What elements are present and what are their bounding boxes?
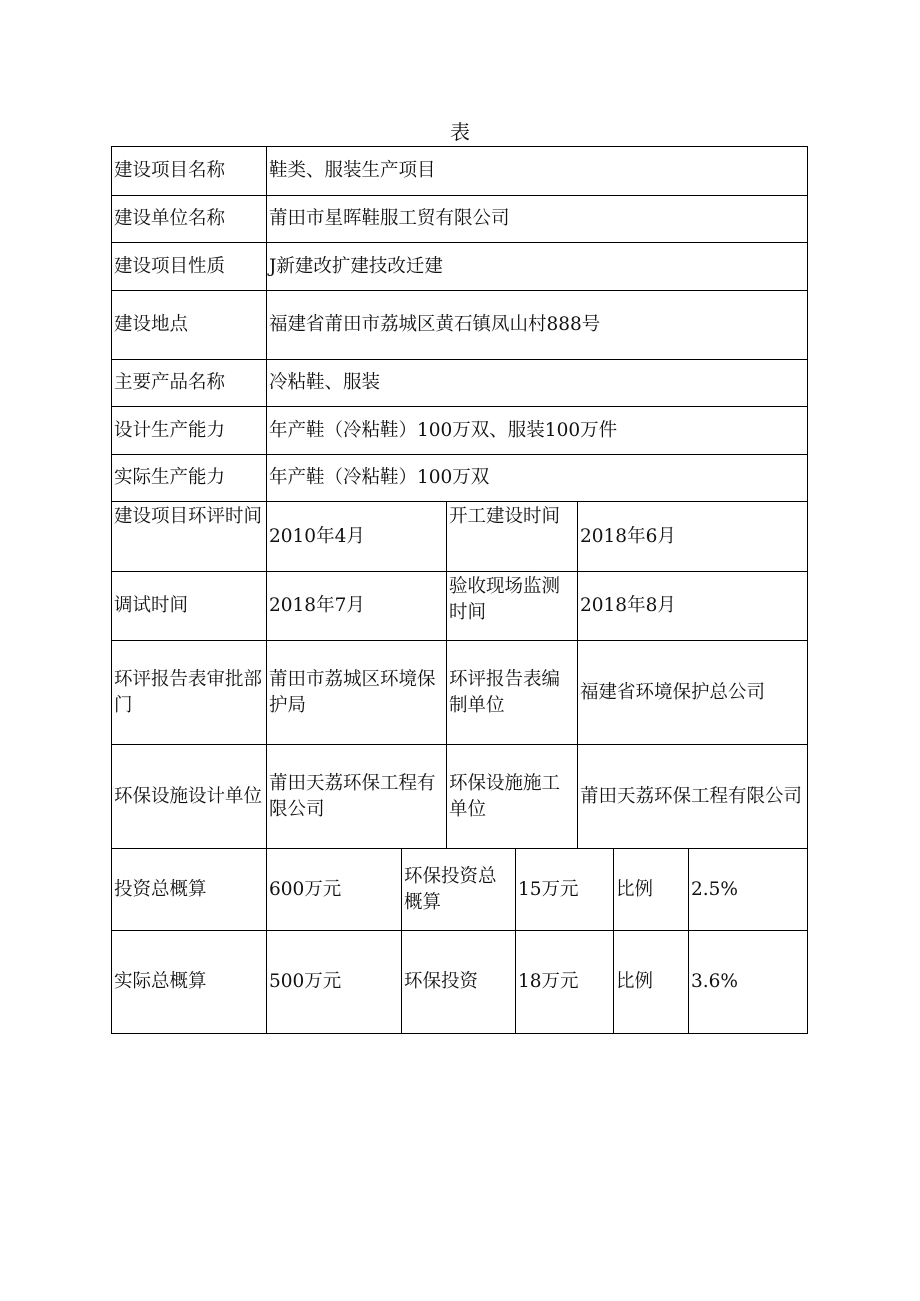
debug-time-value: 2018年7月 xyxy=(266,571,447,641)
actual-label: 实际总概算 xyxy=(111,930,267,1034)
report-unit-value: 福建省环境保护总公司 xyxy=(577,640,808,745)
construction-start-label: 开工建设时间 xyxy=(446,501,578,572)
env-investment-label: 环保投资总概算 xyxy=(401,848,516,931)
actual-value: 500万元 xyxy=(266,930,402,1034)
actual-env-label: 环保投资 xyxy=(401,930,516,1034)
approval-dept-value: 莆田市荔城区环境保护局 xyxy=(266,640,447,745)
construction-unit-value: 莆田天荔环保工程有限公司 xyxy=(577,744,808,849)
location-value: 福建省莆田市荔城区黄石镇凤山村888号 xyxy=(266,290,808,360)
eia-time-label: 建设项目环评时间 xyxy=(111,501,267,572)
investment-ratio-label: 比例 xyxy=(613,848,689,931)
actual-capacity-value: 年产鞋（冷粘鞋）100万双 xyxy=(266,454,808,502)
company-value: 莆田市星晖鞋服工贸有限公司 xyxy=(266,195,808,243)
construction-start-value: 2018年6月 xyxy=(577,501,808,572)
project-info-table xyxy=(112,147,808,1035)
nature-label: 建设项目性质 xyxy=(111,242,267,291)
investment-label: 投资总概算 xyxy=(111,848,267,931)
acceptance-time-value: 2018年8月 xyxy=(577,571,808,641)
design-unit-value: 莆田天荔环保工程有限公司 xyxy=(266,744,447,849)
products-value: 冷粘鞋、服装 xyxy=(266,359,808,407)
design-capacity-label: 设计生产能力 xyxy=(111,406,267,455)
approval-dept-label: 环评报告表审批部门 xyxy=(111,640,267,745)
actual-capacity-label: 实际生产能力 xyxy=(111,454,267,502)
construction-unit-label: 环保设施施工单位 xyxy=(446,744,578,849)
env-investment-value: 15万元 xyxy=(515,848,614,931)
company-label: 建设单位名称 xyxy=(111,195,267,243)
actual-ratio-label: 比例 xyxy=(613,930,689,1034)
acceptance-time-label: 验收现场监测时间 xyxy=(446,571,578,641)
design-capacity-value: 年产鞋（冷粘鞋）100万双、服装100万件 xyxy=(266,406,808,455)
eia-time-value: 2010年4月 xyxy=(266,501,447,572)
report-unit-label: 环评报告表编制单位 xyxy=(446,640,578,745)
actual-env-value: 18万元 xyxy=(515,930,614,1034)
design-unit-label: 环保设施设计单位 xyxy=(111,744,267,849)
page-title: 表 xyxy=(450,120,470,144)
nature-value: J新建改扩建技改迁建 xyxy=(266,242,808,291)
project-name-label: 建设项目名称 xyxy=(111,146,267,196)
investment-value: 600万元 xyxy=(266,848,402,931)
products-label: 主要产品名称 xyxy=(111,359,267,407)
investment-ratio-value: 2.5% xyxy=(688,848,808,931)
project-name-value: 鞋类、服装生产项目 xyxy=(266,146,808,196)
debug-time-label: 调试时间 xyxy=(111,571,267,641)
actual-ratio-value: 3.6% xyxy=(688,930,808,1034)
location-label: 建设地点 xyxy=(111,290,267,360)
